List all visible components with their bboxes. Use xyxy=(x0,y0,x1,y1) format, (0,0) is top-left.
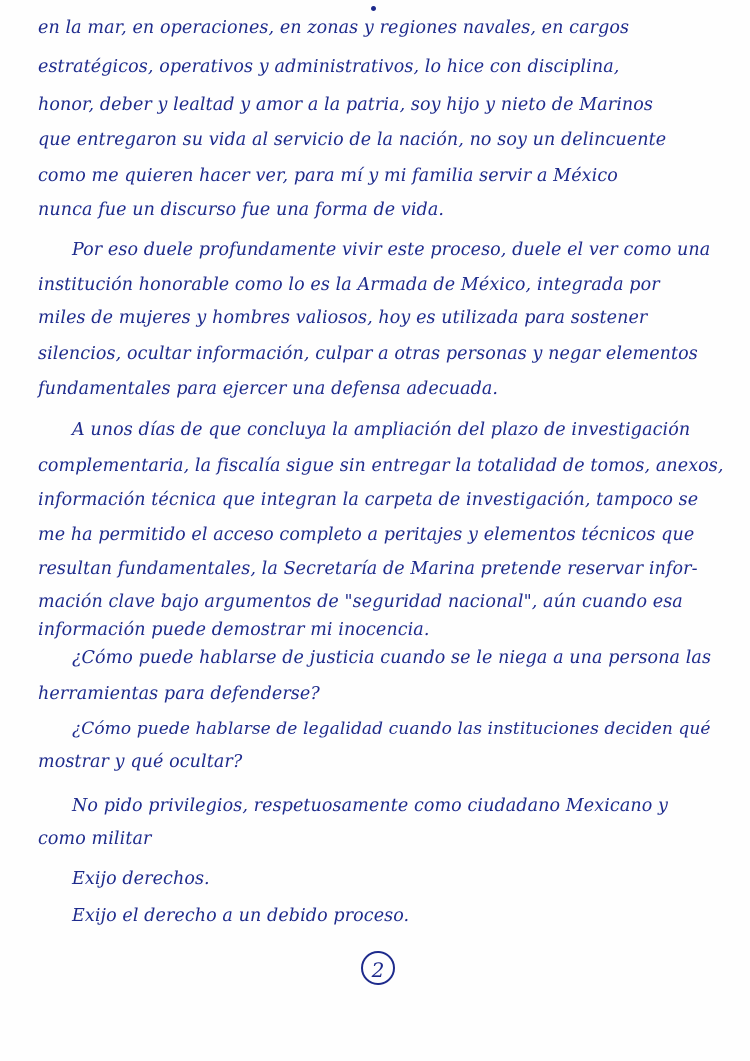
text-line: nunca fue un discurso fue una forma de vida. xyxy=(38,200,445,220)
text-line: mostrar y qué ocultar? xyxy=(38,752,243,772)
text-line: honor, deber y lealtad y amor a la patria, soy hijo y nieto de Marinos xyxy=(38,95,653,115)
text-line: silencios, ocultar información, culpar a otras personas y negar elementos xyxy=(38,344,698,364)
text-line: como militar xyxy=(38,829,152,849)
text-line: Exijo derechos. xyxy=(72,869,210,889)
text-line: mación clave bajo argumentos de "seguridad nacional", aún cuando esa xyxy=(38,592,683,612)
text-line: en la mar, en operaciones, en zonas y regiones navales, en cargos xyxy=(38,18,630,38)
text-line: No pido privilegios, respetuosamente como ciudadano Mexicano y xyxy=(72,796,669,816)
text-line: fundamentales para ejercer una defensa adecuada. xyxy=(38,379,499,399)
text-line: Exijo el derecho a un debido proceso. xyxy=(72,906,410,926)
text-line: información puede demostrar mi inocencia. xyxy=(38,620,430,640)
ink-dot xyxy=(371,6,376,11)
text-line: institución honorable como lo es la Armada de México, integrada por xyxy=(38,275,660,295)
page-number-circle: 2 xyxy=(361,951,395,985)
text-line: miles de mujeres y hombres valiosos, hoy es utilizada para sostener xyxy=(38,308,648,328)
text-line: me ha permitido el acceso completo a peritajes y elementos técnicos que xyxy=(38,525,695,545)
text-line: ¿Cómo puede hablarse de justicia cuando se le niega a una persona las xyxy=(72,648,712,668)
text-line: Por eso duele profundamente vivir este proceso, duele el ver como una xyxy=(72,240,711,260)
text-line: A unos días de que concluya la ampliación del plazo de investigación xyxy=(72,420,691,440)
text-line: resultan fundamentales, la Secretaría de Marina pretende reservar infor- xyxy=(38,559,698,579)
text-line: información técnica que integran la carpeta de investigación, tampoco se xyxy=(38,490,699,510)
text-line: estratégicos, operativos y administrativos, lo hice con disciplina, xyxy=(38,57,620,77)
text-line: como me quieren hacer ver, para mí y mi familia servir a México xyxy=(38,166,618,186)
text-line: que entregaron su vida al servicio de la nación, no soy un delincuente xyxy=(38,130,667,150)
text-line: complementaria, la fiscalía sigue sin entregar la totalidad de tomos, anexos, xyxy=(38,456,724,476)
text-line: herramientas para defenderse? xyxy=(38,684,320,704)
text-line: ¿Cómo puede hablarse de legalidad cuando las instituciones deciden qué xyxy=(72,719,711,739)
